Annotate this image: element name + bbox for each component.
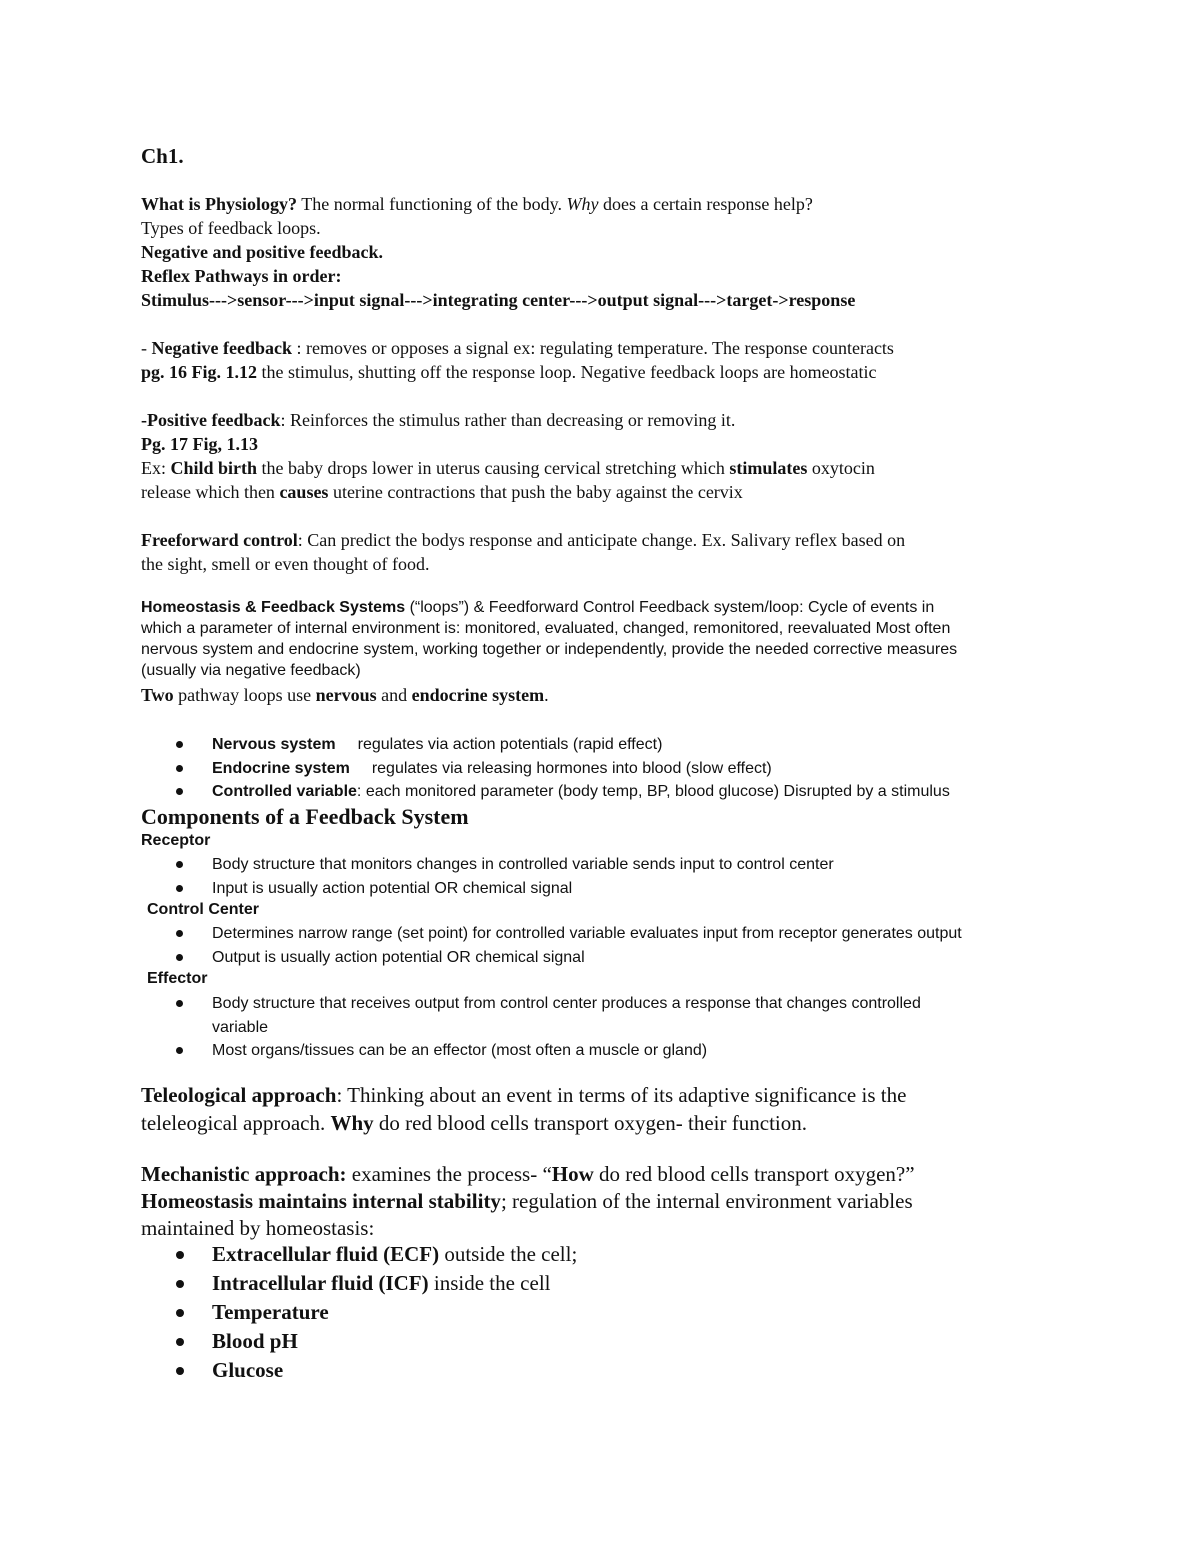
effector-list [141, 992, 921, 1063]
mechanistic-line [141, 1160, 915, 1188]
feedforward-line [141, 528, 905, 552]
effector-label: Effector [147, 970, 208, 987]
text: : each monitored parameter (body temp, BP, blood glucose) Disrupted by a stimulus [356, 783, 950, 800]
text: the stimulus, shutting off the response loop. Negative feedback loops are homeostatic [257, 362, 877, 382]
positive-example-cont [141, 480, 743, 504]
mechanistic-label: Mechanistic approach: [141, 1162, 347, 1186]
text: ; regulation of the internal environment variables [500, 1189, 913, 1213]
emphasis: Intracellular fluid (ICF) [212, 1271, 429, 1295]
text: outside the cell; [439, 1242, 578, 1266]
homeostasis-cont: maintained by homeostasis: [141, 1216, 375, 1240]
text: variable [212, 1018, 269, 1036]
emphasis: Endocrine system [212, 759, 350, 777]
emphasis: Why [330, 1111, 374, 1135]
teleological-label: Teleological approach [141, 1083, 337, 1107]
emphasis: How [551, 1162, 594, 1186]
text: release which then [141, 482, 280, 502]
text: inside the cell [428, 1271, 551, 1295]
emphasis: nervous [315, 685, 377, 705]
list-item [141, 1240, 577, 1269]
positive-feedback-line [141, 408, 735, 432]
variables-list [141, 1240, 577, 1385]
list-item [141, 757, 950, 781]
emphasis: Why [566, 194, 599, 214]
types-line: Types of feedback loops. [141, 218, 321, 238]
list-item: Output is usually action potential OR chemical signal [141, 946, 962, 970]
positive-feedback-label: -Positive feedback [141, 410, 281, 430]
emphasis: Nervous system [212, 736, 336, 753]
emphasis: Homeostasis & Feedback Systems [141, 599, 406, 616]
two-pathway-line [141, 683, 549, 707]
systems-list [141, 733, 950, 804]
text: regulates via releasing hormones into blood (slow effect) [371, 759, 772, 777]
text: : Thinking about an event in terms of its adaptive significance is the [336, 1083, 907, 1107]
receptor-list [141, 853, 834, 900]
emphasis: endocrine system [411, 685, 545, 705]
emphasis: Blood pH [212, 1329, 298, 1353]
list-item [141, 1327, 577, 1356]
positive-example [141, 456, 875, 480]
components-heading: Components of a Feedback System [141, 804, 469, 829]
negative-feedback-ref [141, 360, 877, 384]
receptor-label: Receptor [141, 832, 211, 849]
neg-pos-heading: Negative and positive feedback. [141, 242, 383, 262]
list-item [141, 1269, 577, 1298]
homeostasis-line [141, 1187, 913, 1215]
text: . [544, 685, 549, 705]
positive-feedback-ref: Pg. 17 Fig, 1.13 [141, 434, 258, 454]
emphasis: Two [141, 685, 174, 705]
feedforward-label: Freeforward control [141, 530, 298, 550]
text: pathway loops use [173, 685, 316, 705]
physiology-label: What is Physiology? [141, 194, 298, 214]
list-item: Body structure that monitors changes in controlled variable sends input to control center [141, 853, 834, 877]
emphasis: Temperature [212, 1300, 329, 1324]
list-item [141, 1356, 577, 1385]
text: (“loops”) & Feedforward Control Feedback system/loop: Cycle of events in [405, 599, 935, 616]
emphasis: Child birth [170, 458, 258, 478]
emphasis: Extracellular fluid (ECF) [212, 1242, 440, 1266]
text: Body structure that receives output from control center produces a response that changes controlled [212, 995, 921, 1012]
list-item [141, 992, 921, 1039]
list-item: Most organs/tissues can be an effector (most often a muscle or gland) [141, 1039, 921, 1063]
homeostasis-paragraph-2: which a parameter of internal environment is: monitored, evaluated, changed, remonitored, reevaluated Most often [141, 620, 951, 637]
reflex-heading: Reflex Pathways in order: [141, 266, 342, 286]
teleological-line [141, 1081, 906, 1109]
list-item [141, 1298, 577, 1327]
text: regulates via action potentials (rapid effect) [357, 736, 663, 753]
physiology-question [141, 192, 813, 216]
teleological-cont [141, 1109, 807, 1137]
emphasis: Homeostasis maintains internal stability [141, 1189, 501, 1213]
list-item: Determines narrow range (set point) for controlled variable evaluates input from receptor generates output [141, 922, 962, 946]
text: teleleogical approach. [141, 1111, 331, 1135]
homeostasis-paragraph-3: nervous system and endocrine system, working together or independently, provide the needed corrective measures [141, 641, 958, 658]
chapter-title: Ch1. [141, 144, 184, 168]
text: : Reinforces the stimulus rather than decreasing or removing it. [280, 410, 736, 430]
text: oxytocin [807, 458, 875, 478]
emphasis: causes [279, 482, 329, 502]
list-item [141, 733, 950, 757]
text: - [141, 338, 152, 358]
text: : removes or opposes a signal ex: regulating temperature. The response counteracts [291, 338, 894, 358]
emphasis: stimulates [729, 458, 808, 478]
list-item: Input is usually action potential OR chemical signal [141, 877, 834, 901]
text: does a certain response help? [598, 194, 813, 214]
homeostasis-paragraph-4: (usually via negative feedback) [141, 662, 361, 679]
text: Ex: [141, 458, 171, 478]
emphasis: Glucose [212, 1358, 284, 1382]
text: do red blood cells transport oxygen?” [593, 1162, 915, 1186]
figure-ref: pg. 16 Fig. 1.12 [141, 362, 258, 382]
control-center-label: Control Center [147, 901, 259, 918]
text: examines the process- “ [346, 1162, 552, 1186]
list-item [141, 780, 950, 804]
emphasis: Controlled variable [212, 783, 357, 800]
homeostasis-paragraph-1 [141, 597, 934, 618]
reflex-pathway: Stimulus--->sensor--->input signal--->integrating center--->output signal--->target->response [141, 290, 856, 310]
text: the baby drops lower in uterus causing cervical stretching which [257, 458, 730, 478]
text: and [376, 685, 412, 705]
text: uterine contractions that push the baby against the cervix [328, 482, 743, 502]
text: The normal functioning of the body. [297, 194, 567, 214]
negative-feedback-line [141, 336, 894, 360]
text: do red blood cells transport oxygen- their function. [373, 1111, 807, 1135]
negative-feedback-label: Negative feedback [151, 338, 292, 358]
text: : Can predict the bodys response and anticipate change. Ex. Salivary reflex based on [297, 530, 906, 550]
control-center-list [141, 922, 962, 969]
feedforward-cont: the sight, smell or even thought of food. [141, 554, 430, 574]
